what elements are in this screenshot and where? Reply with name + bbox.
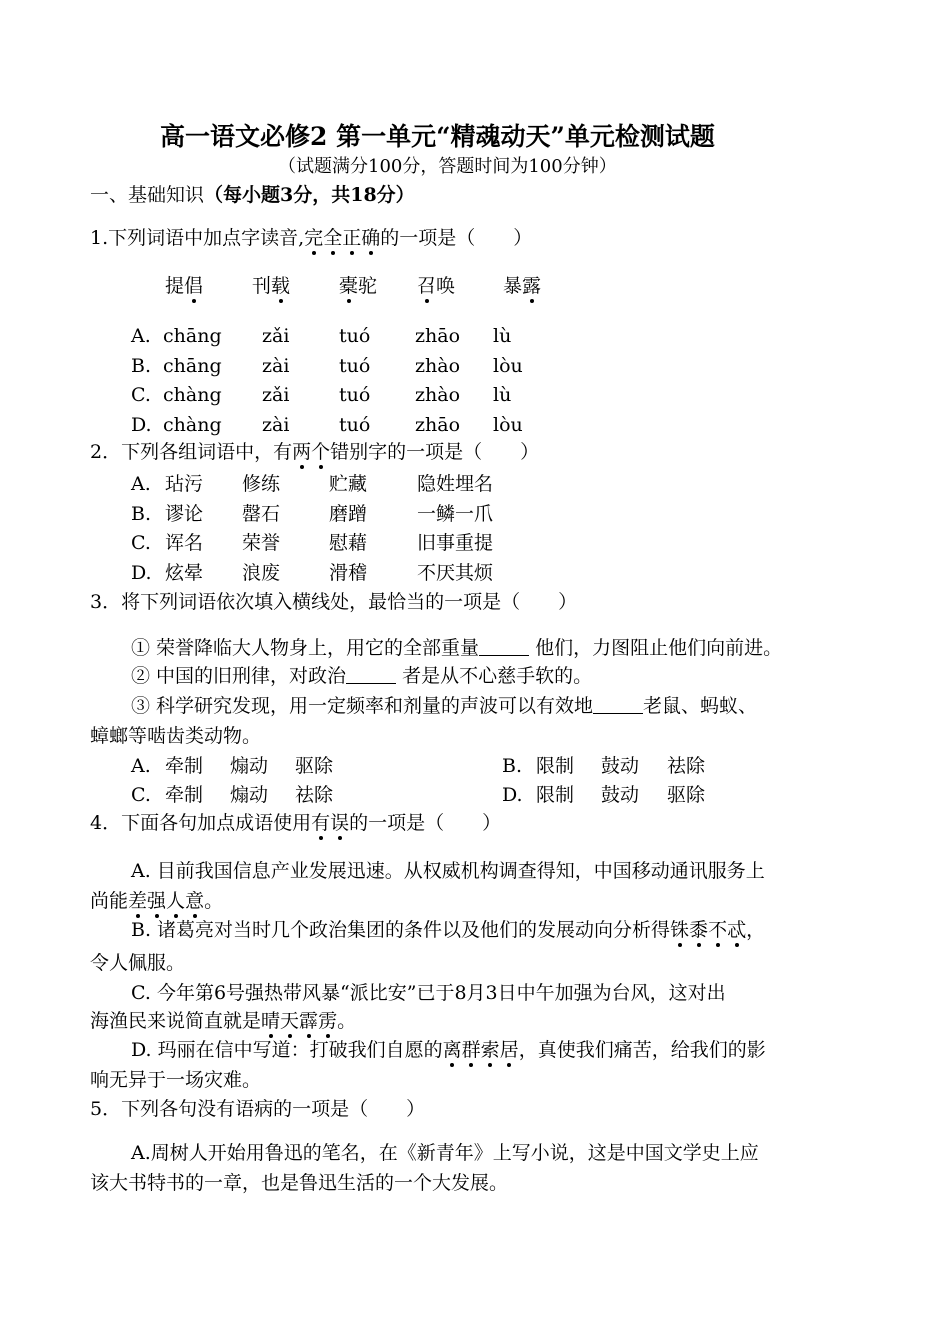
option-item: 驱除 — [667, 784, 706, 806]
option-item: lòu — [493, 413, 523, 436]
option-item: 祛除 — [667, 755, 706, 777]
option-item: 修练 — [242, 473, 281, 495]
option-item: 鼓动 — [601, 784, 640, 806]
question-4-stem — [90, 811, 501, 835]
option-item: zhào — [415, 384, 461, 406]
option-text: ，真使我们痛苦，给我们的影 — [518, 1039, 766, 1061]
dotted-char: 个 — [311, 441, 331, 463]
option-a-line-2: 该大书特书的一章，也是鲁迅生活的一个大发展。 — [90, 1172, 509, 1194]
dotted-char: 离 — [442, 1039, 462, 1061]
option-label: B. — [131, 502, 152, 525]
section-label: 一、基础知识 — [90, 184, 205, 206]
option-label: B. — [502, 755, 523, 777]
option-label: A. — [131, 325, 151, 347]
word-char: 驼 — [358, 275, 378, 297]
test-word — [417, 274, 455, 298]
option-item: 牵制 — [165, 755, 204, 777]
option-item: 限制 — [536, 784, 575, 806]
option-label: C. — [131, 532, 151, 554]
sentence-3 — [131, 694, 757, 718]
sentence-1 — [131, 636, 782, 660]
option-c-line-2 — [90, 1009, 356, 1033]
option-c-line-1: C. 今年第6号强热带风暴“派比安”已于8月3日中午加强为台风，这对出 — [131, 982, 726, 1004]
dotted-emphasis — [304, 227, 380, 249]
word-char: 提 — [165, 275, 185, 297]
option-item: tuó — [339, 384, 371, 406]
dotted-char: 晴 — [261, 1010, 281, 1032]
option-item: 贮藏 — [329, 473, 368, 495]
dotted-char: 铢 — [670, 919, 690, 941]
answer-blank — [346, 665, 396, 684]
option-label: A. — [131, 755, 151, 777]
option-text: 。 — [337, 1010, 357, 1032]
option-item: tuó — [339, 354, 371, 377]
option-a-line-2 — [90, 889, 223, 913]
option-item: zǎi — [262, 384, 290, 406]
sentence-text: 者是从不心慈手软的。 — [396, 665, 593, 687]
option-item: zǎi — [262, 325, 290, 347]
dotted-char: 居 — [499, 1039, 519, 1061]
option-item: 荣誉 — [242, 532, 281, 554]
option-item: 鼓动 — [601, 755, 640, 777]
option-item: 祛除 — [295, 784, 334, 806]
option-item: 驱除 — [295, 755, 334, 777]
option-label: D. — [131, 561, 152, 584]
stem-text: 的一项是（ ） — [349, 812, 502, 834]
dotted-char: 黍 — [689, 919, 709, 941]
option-item: 一鳞一爪 — [417, 502, 494, 525]
dotted-char: 天 — [280, 1010, 300, 1032]
option-b-line-1 — [131, 918, 765, 942]
sentence-3-cont: 蟑螂等啮齿类动物。 — [90, 725, 262, 747]
dotted-emphasis — [311, 812, 349, 834]
dotted-char: 索 — [480, 1039, 500, 1061]
test-word — [252, 274, 290, 298]
word-char: 刊 — [252, 275, 272, 297]
option-item: 煽动 — [230, 755, 269, 777]
option-label: A. — [131, 473, 151, 495]
section-header — [90, 183, 415, 207]
option-item: zhào — [415, 354, 461, 377]
sentence-text: 老鼠、蚂蚁、 — [643, 695, 758, 717]
option-item: 浪废 — [242, 561, 281, 584]
option-d-line-2: 响无异于一场灾难。 — [90, 1069, 262, 1091]
option-item: 慰藉 — [329, 532, 368, 554]
word-char: 橐 — [339, 275, 359, 297]
option-item: zài — [262, 354, 290, 377]
stem-text: 4．下面各句加点成语使用 — [90, 812, 312, 834]
option-item: zài — [262, 413, 290, 436]
stem-text: 的一项是（ ） — [380, 227, 533, 249]
sentence-text: ① 荣誉降临大人物身上，用它的全部重量 — [131, 637, 480, 659]
dotted-emphasis — [261, 1010, 337, 1032]
dotted-char: 意 — [185, 890, 205, 912]
option-b-line-2: 令人佩服。 — [90, 952, 186, 974]
page-subtitle: （试题满分100分，答题时间为100分钟） — [278, 156, 617, 177]
option-item: lòu — [493, 354, 523, 377]
dotted-char: 全 — [323, 227, 343, 249]
test-word — [165, 274, 203, 298]
dotted-char: 两 — [292, 441, 312, 463]
section-points: （每小题3分，共18分） — [204, 184, 415, 206]
option-item: tuó — [339, 325, 371, 347]
option-text: 海渔民来说简直就是 — [90, 1010, 262, 1032]
sentence-text: 他们，力图阻止他们向前进。 — [529, 637, 783, 659]
word-char: 唤 — [436, 275, 456, 297]
option-item: 牵制 — [165, 784, 204, 806]
option-item: zhāo — [415, 325, 461, 347]
option-item: 滑稽 — [329, 561, 368, 584]
option-item: 玷污 — [165, 473, 204, 495]
option-item: 诨名 — [165, 532, 204, 554]
word-char: 露 — [522, 275, 542, 297]
option-item: 炫晕 — [165, 561, 204, 584]
option-item: 限制 — [536, 755, 575, 777]
option-item: zhāo — [415, 413, 461, 436]
dotted-char: 忒 — [727, 919, 747, 941]
option-text: 尚能 — [90, 890, 129, 912]
answer-blank — [479, 637, 529, 656]
option-label: B. — [131, 354, 152, 377]
word-char: 倡 — [184, 275, 204, 297]
dotted-char: 不 — [708, 919, 728, 941]
option-d-line-1 — [131, 1038, 766, 1062]
option-label: C. — [131, 384, 151, 406]
word-char: 载 — [271, 275, 291, 297]
dotted-emphasis — [128, 890, 204, 912]
option-item: chàng — [163, 413, 222, 436]
option-item: lù — [493, 325, 512, 347]
dotted-char: 强 — [147, 890, 167, 912]
dotted-char: 误 — [330, 812, 350, 834]
page-title: 高一语文必修2 第一单元“精魂动天”单元检测试题 — [160, 122, 715, 151]
stem-text: 1.下列词语中加点字读音, — [90, 227, 305, 249]
dotted-char: 完 — [304, 227, 324, 249]
word-char: 召 — [417, 275, 437, 297]
question-2-stem — [90, 440, 539, 464]
option-item: chāng — [163, 354, 222, 377]
option-a-line-1: A. 目前我国信息产业发展迅速。从权威机构调查得知，中国移动通讯服务上 — [131, 860, 765, 882]
option-label: D. — [502, 784, 523, 806]
option-text: B. 诸葛亮对当时几个政治集团的条件以及他们的发展动向分析得 — [131, 919, 671, 941]
dotted-emphasis — [670, 919, 746, 941]
dotted-char: 确 — [361, 227, 381, 249]
dotted-char: 雳 — [318, 1010, 338, 1032]
dotted-char: 群 — [461, 1039, 481, 1061]
option-text: 。 — [204, 890, 224, 912]
option-item: 旧事重提 — [417, 532, 494, 554]
sentence-2 — [131, 664, 592, 688]
option-text: ， — [746, 919, 766, 941]
sentence-text: ③ 科学研究发现，用一定频率和剂量的声波可以有效地 — [131, 695, 594, 717]
sentence-text: ② 中国的旧刑律，对政治 — [131, 665, 347, 687]
option-item: 隐姓埋名 — [417, 473, 494, 495]
stem-text: 2．下列各组词语中，有 — [90, 441, 293, 463]
option-item: lù — [493, 384, 512, 406]
dotted-char: 霹 — [299, 1010, 319, 1032]
stem-text: 错别字的一项是（ ） — [330, 441, 540, 463]
answer-blank — [593, 695, 643, 714]
dotted-char: 有 — [311, 812, 331, 834]
option-item: tuó — [339, 413, 371, 436]
option-item: 罄石 — [242, 502, 281, 525]
test-word — [339, 274, 377, 298]
option-label: C. — [131, 784, 151, 806]
option-text: D. 玛丽在信中写道：打破我们自愿的 — [131, 1039, 443, 1061]
option-item: 磨蹭 — [329, 502, 368, 525]
word-char: 暴 — [503, 275, 523, 297]
option-a-line-1: A.周树人开始用鲁迅的笔名，在《新青年》上写小说，这是中国文学史上应 — [131, 1142, 759, 1164]
option-item: chàng — [163, 384, 222, 406]
option-item: chāng — [163, 325, 222, 347]
dotted-emphasis — [292, 441, 330, 463]
question-1-stem — [90, 226, 532, 250]
option-item: 煽动 — [230, 784, 269, 806]
question-3-stem: 3．将下列词语依次填入横线处，最恰当的一项是（ ） — [90, 591, 578, 613]
dotted-emphasis — [443, 1039, 519, 1061]
option-item: 谬论 — [165, 502, 204, 525]
dotted-char: 正 — [342, 227, 362, 249]
option-label: D. — [131, 413, 152, 436]
dotted-char: 人 — [166, 890, 186, 912]
dotted-char: 差 — [128, 890, 148, 912]
test-word — [503, 274, 541, 298]
option-item: 不厌其烦 — [417, 561, 494, 584]
question-5-stem: 5．下列各句没有语病的一项是（ ） — [90, 1098, 426, 1120]
